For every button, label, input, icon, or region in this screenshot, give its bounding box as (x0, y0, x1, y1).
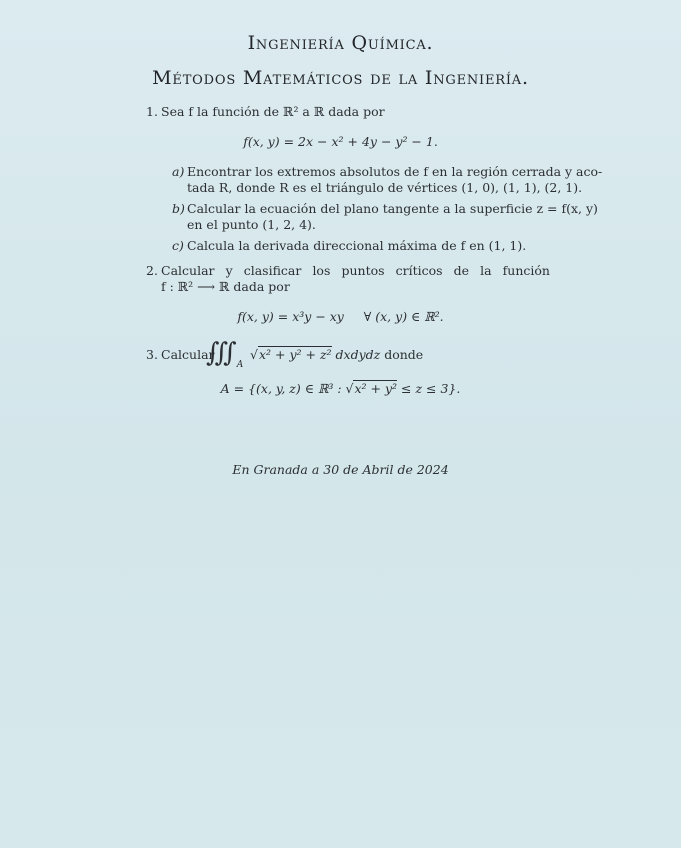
problem-1a-line1: Encontrar los extremos absolutos de f en la región cerrada y aco- (187, 164, 603, 179)
problem-1c-line1: Calcula la derivada direccional máxima de f en (1, 1). (187, 238, 527, 253)
integrand-radicand: x² + y² + z² (258, 347, 332, 362)
word: función (502, 263, 550, 278)
problem-1b-line1: Calcular la ecuación del plano tangente a la superficie z = f(x, y) (187, 201, 598, 216)
word: críticos (395, 263, 443, 278)
problem-1a-line2: tada R, donde R es el triángulo de vértices (1, 0), (1, 1), (2, 1). (187, 180, 583, 195)
word: y (225, 263, 233, 278)
problem-3-number: 3. (146, 347, 158, 362)
problem-3-calcular: Calcular (161, 347, 215, 362)
triple-integral-symbol (206, 340, 243, 370)
problem-1b-line2: en el punto (1, 2, 4). (187, 217, 316, 232)
problem-2-line1 (161, 263, 550, 278)
problem-1-equation: f(x, y) = 2x − x² + 4y − y² − 1. (243, 134, 438, 149)
set-radicand: x² + y² (354, 381, 398, 396)
problem-3-set-definition (0, 381, 681, 396)
problem-1-statement: Sea f la función de ℝ² a ℝ dada por (161, 104, 385, 119)
integral-sign: ∭ (206, 338, 237, 368)
problem-1b-label: b) (172, 201, 185, 216)
set-suffix: ≤ z ≤ 3}. (397, 381, 461, 396)
integral-domain: A (236, 360, 244, 370)
word: puntos (341, 263, 385, 278)
problem-2-equation: f(x, y) = x³y − xy ∀ (x, y) ∈ ℝ². (237, 309, 444, 324)
sqrt-sign: √ (345, 381, 354, 396)
word: Calcular (161, 263, 215, 278)
word: la (480, 263, 492, 278)
sqrt-sign: √ (250, 347, 258, 362)
problem-1-number: 1. (146, 104, 158, 119)
exam-title-degree: Ingeniería Química. (247, 32, 434, 54)
set-prefix: A = {(x, y, z) ∈ ℝ³ : (220, 381, 346, 396)
word: de (453, 263, 470, 278)
problem-3-integrand (250, 347, 423, 362)
problem-1c-label: c) (172, 238, 184, 253)
word: los (312, 263, 331, 278)
donde-word: donde (384, 347, 424, 362)
problem-2-line2: f : ℝ² ⟶ ℝ dada por (161, 279, 290, 294)
word: clasificar (243, 263, 302, 278)
integrand-differentials: dxdydz (335, 347, 381, 362)
exam-title-course: Métodos Matemáticos de la Ingeniería. (152, 67, 529, 89)
exam-date: En Granada a 30 de Abril de 2024 (232, 462, 449, 477)
problem-1a-label: a) (172, 164, 185, 179)
problem-2-number: 2. (146, 263, 158, 278)
